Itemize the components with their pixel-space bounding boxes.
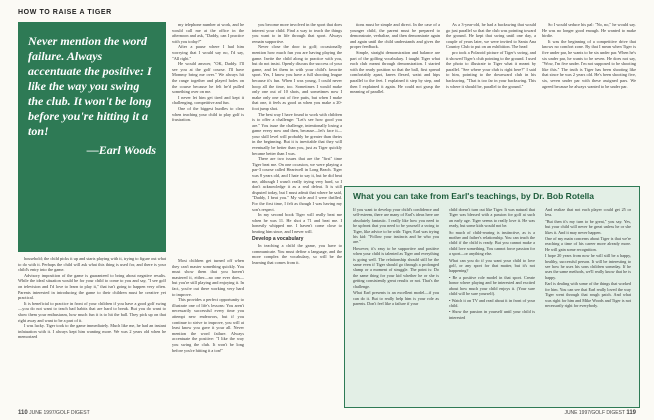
- paragraph: • Be a positive role model in that sport. Create honor where playing and be interested and excited about how much your child enjoys it. (Your sure child will be sure yourself).: [449, 274, 535, 297]
- footer-right: [564, 410, 636, 416]
- paragraph: pro took a Polaroid picture of Tiger's swing, and it showed Tiger's club pointing to the ground. I used the photo to illustrate to Tiger what it meant by parallel. "See where your club is right here?" I said to him, pointing to the downward club in his backswing. "That is too far in your backswing. This is where it should be, parallel to the ground.": [446, 49, 536, 89]
- paragraph: It is beneficial to practice in front of your children if you have a good golf swing—you do not want to teach bad habits that are hard to break. But you do want to show them your enthusiasm, how much fun it is to hit the ball. They pick up on that right away and want to be a part of it.: [18, 300, 166, 323]
- paragraph: One of my main concerns about Tiger is that we're reaching a time of his career more already more. He will gain some recognition.: [545, 236, 631, 252]
- sidebar-column-3: [545, 207, 631, 403]
- paragraph: So much of child-rearing is instinctive, as is a mother and father's relationship. You can teach the child if the child is ready. But you cannot make a child love something. You cannot force passion for a sport—or anything else.: [449, 229, 535, 257]
- footer-left-text: JUNE 1997/GOLF DIGEST: [29, 410, 90, 416]
- article-column-3: [252, 22, 342, 406]
- paragraph: In my second book Tiger will really beat me when he was 11. He shot a 71 and beat me. I honestly whipped me. I haven't come close to beating him since, and I never will.: [252, 212, 342, 234]
- article-column-1b: [18, 256, 166, 406]
- paragraph: And realize that not each player could get 25 or less.: [545, 207, 631, 218]
- sidebar-title: What you can take from Earl's teachings, by Dr. Bob Rotella: [353, 191, 595, 201]
- sidebar-box: [344, 186, 640, 408]
- paragraph: So I would seduce his pal: "No, no," he would say. He was no longer good enough. He wanted to make birdie.: [542, 22, 636, 39]
- running-header: HOW TO RAISE A TIGER: [18, 9, 112, 16]
- paragraph: household; the child picks it up and starts playing with it, trying to figure out what to do with it. Perhaps the child will ask what this thing is used for, and there is your child's entry into the game.: [18, 256, 166, 273]
- article-column-5: [446, 22, 536, 180]
- paragraph: Earl is dealing with some of the things that worked for him. You can see that Earl really loved the way Tiger went through that rough patch. And what was right for him and Mike Woods and Tiger is not necessarily right for everybody.: [545, 281, 631, 308]
- footer-right-text: JUNE 1997/GOLF DIGEST: [564, 410, 625, 416]
- paragraph: you become more involved in the sport that does interest your child. Find a way to teach the things you want to in life through that sport. Always remain supportive.: [252, 22, 342, 44]
- paragraph: What can you do if you want your child to love golf, or any sport for that matter, but it's not happening?: [449, 257, 535, 274]
- paragraph: He would answer, "OK, Daddy. I'll see you at the golf course. I'll have Mommy bring me over." We always hit the range together and played holes on the course because he felt he'd pulled something over on me.: [172, 61, 244, 95]
- paragraph: I hope 20 years from now he will still be a happy, healthy, successful person. It will be interesting to see how he uses his sons children someday. If he uses the same methods, we'll really know that he is happy.: [545, 253, 631, 280]
- sidebar-column-2: [449, 207, 535, 403]
- pull-quote-box: [18, 22, 166, 252]
- page-number-left: 110: [18, 410, 28, 416]
- pull-quote-author: —Earl Woods: [86, 143, 156, 157]
- paragraph: • Watch it on TV and read about it in front of your child.: [449, 297, 535, 308]
- paragraph: I never let him get tired and kept it challenging, competitive and fun.: [172, 94, 244, 106]
- page-number-right: 119: [626, 410, 636, 416]
- paragraph: my telephone number at work, and he would call me at the office in the afternoon and ask, "Daddy, can I practice with you today?": [172, 22, 244, 44]
- paragraph: • Show the passion in yourself until your child is interested: [449, 309, 535, 320]
- paragraph: "But then it's my turn to be great," you say. Yes, but your child will never be great unless he or she likes it. And it may never happen.: [545, 218, 631, 235]
- paragraph: child doesn't turn out like Tiger. It was natural that Tiger was blessed with a passion for golf at such an early age. Tiger seems to really love it. He was ready, but some kids would not be.: [449, 207, 535, 229]
- paragraph: I was lucky. Tiger took to the game immediately. Much like me, he had an instant infatuation with it. I always kept him wanting more. We was 2 years old when he memorized: [18, 323, 166, 340]
- paragraph: One of the biggest hurdles to clear when teaching your child to play golf is frustration.: [172, 105, 244, 123]
- paragraph: If you want to develop your child's confidence and self-esteem, there are many of Earl's ideas here are absolutely fantastic. I really like how you need to be upfront that you need to be yourself a swing to Tiger, like advice to be with: Tiger, Earl was trying his kid: "Follow your instincts and be who you are.": [353, 207, 439, 245]
- paragraph: There are two issues that are the "first" time Tiger beat me. On one occasion, we were playing a par-3 course called Heartwell in Long Beach. Tiger was 8 years old, and I hate to say it, but he did beat me, although I wasn't really trying very hard, so I don't acknowledge it as a real defeat. It is still disputed today, but I must admit that where he said, "Daddy, I beat you." My wife and I were thrilled. For the first time, I felt as though I was having my son's respect.: [252, 156, 342, 212]
- paragraph: After a pause where I had him worrying that I would say no, I'd say, "All right.": [172, 44, 244, 61]
- paragraph: As a 3-year-old, he had a backswing that would go just parallel so that the club was pointing toward the ground. He kept that swing until one day, a couple of years later, we were invited to Santa Ana Country Club to put on an exhibition. The head: [446, 22, 536, 50]
- section-subhead: Develop a vocabulary: [252, 235, 304, 242]
- article-column-1a: [172, 22, 244, 252]
- paragraph: Most children get turned off when they can't master something quickly. You must show them that you haven't mastered it, either—no one ever does—but you're still playing and enjoying it. In fact, you're out there working very hard to improve.: [172, 258, 244, 297]
- article-column-4: [350, 22, 440, 180]
- sidebar-column-1: [353, 207, 439, 403]
- paragraph: Advisory imposition of the game is guaranteed to bring about negative results. While the ideal situation would be for your child to come to you and say, "I see golf on television and I'd love to learn to play it," that isn't going to happen very often. Parents interested in introducing the game to their children must be creative yet practical.: [18, 272, 166, 301]
- paragraph: Simple, straight demonstration and balance are part of the golfing vocabulary. I taught Tiger what each club meant through demonstration. I started with the ready position so that the ball, first spread comfortably apart, knees flexed, waist and hips parallel to the feet. I explained it step by step, and then I explained it again. He could not grasp the meaning of parallel.: [350, 49, 440, 95]
- paragraph: This provides a perfect opportunity to illustrate one of life's lessons: You aren't necessarily successful every time you attempt new endeavors, but if you continue to strive to improve, you will at least know you gave it your all. Never mention the word failure. Always accentuate the positive: "I like the way you swing the club. It won't be long before you're hitting it a ton!": [172, 297, 244, 353]
- article-column-2: [172, 258, 244, 406]
- paragraph: The best way I have found to work with children is to offer a challenge: "Let's see how good you are." You issue the challenge, intentionally losing a game every now and then, because—let's face it—your skill level will probably be greater than theirs in the beginning. But it is inevitable that they will eventually be better than you, just as Tiger quickly became better than I was.: [252, 111, 342, 156]
- pull-quote-text: Never mention the word failure. Always accentuate the positive: I like the way you swing the club. It won't be long before you're hitting it a ton!: [28, 34, 152, 138]
- article-column-6: [542, 22, 636, 180]
- paragraph: It was the beginning of a competitive drive that knows no comfort zone. By that I mean when Tiger is five under par, he wants to be six under par. When he's six under par, he wants to be seven. He does not say, "Wow, I'm five under. I'm not supposed to be shooting like this." The truth is Tiger has been shooting like that since he was 2 years old. He's been shooting five, six, seven under par with these assigned pars. We agreed because he always wanted to be under par.: [542, 38, 636, 89]
- paragraph: tions must be simple and direct. In the case of a younger child, the parent must be prepared to demonstrate, verbalize, and then demonstrate again and again until the child understands and gives the proper feedback.: [350, 22, 440, 50]
- paragraph: In teaching a child the game, you have to communicate. You must define a language, and the more complex the vocabulary, so will be the learning that comes from it.: [252, 243, 342, 265]
- paragraph: Never close the door to golf; occasionally mention how much fun you are having playing the game. Invite the child along to practice with you, but do not insist. Openly discuss the success of your game, and let them in with your child's favorite sport. Yes, I know you have a full shooting league because it's fun. When I was young, I could never hoop all the time, too. Sometimes I would make only one out of 10 shots, and sometimes now I make only one out of five putts, but when I make that one, it feels as good as when you make a 20-foot jump shot.: [252, 44, 342, 111]
- footer-left: [18, 410, 90, 416]
- paragraph: What Earl presents is an excellent model—if you can do it. But to really help him is your role as parents. Don't feel like a failure if your: [353, 290, 439, 306]
- paragraph: However, it's easy to be supportive and positive when your child is talented as Tiger and everything is going well. The relationship should still be the same even if Tiger should go through a prolonged slump or a moment of struggle. The point is: Do the same thing for your kid whether he or she is getting consistently great results or not. That's the challenge.: [353, 245, 439, 289]
